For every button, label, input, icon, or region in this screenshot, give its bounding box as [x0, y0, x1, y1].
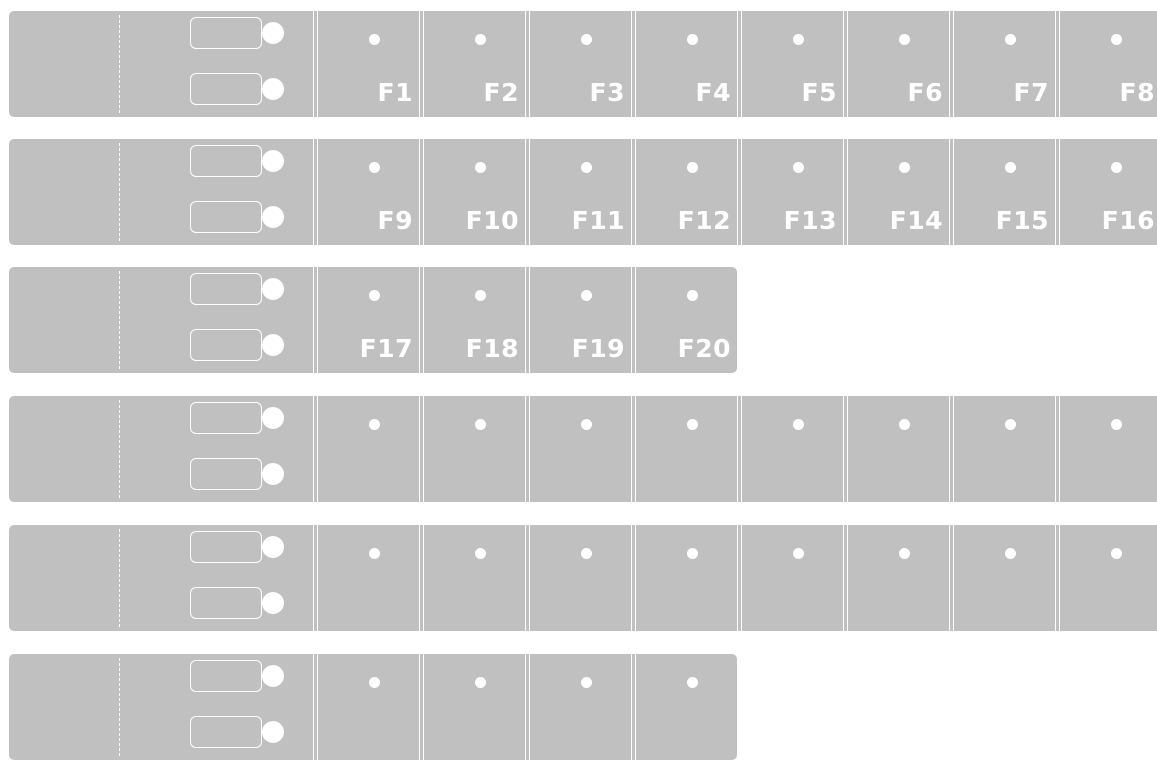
function-key[interactable]: [525, 525, 631, 631]
indicator-led-top: [262, 22, 284, 44]
function-key[interactable]: [949, 139, 1055, 245]
key-status-dot: [581, 162, 592, 173]
key-separator: [843, 11, 848, 117]
function-key[interactable]: [631, 654, 737, 760]
cut-line-divider: [119, 400, 120, 498]
key-separator: [419, 267, 424, 373]
function-key[interactable]: [1055, 396, 1157, 502]
key-separator: [525, 11, 530, 117]
function-key-label: F20: [677, 334, 731, 363]
function-key-label: F13: [783, 206, 837, 235]
key-status-dot: [793, 34, 804, 45]
key-separator: [313, 525, 318, 631]
function-key[interactable]: [525, 267, 631, 373]
function-key[interactable]: [949, 525, 1055, 631]
function-key-label: F2: [483, 78, 519, 107]
function-key[interactable]: [419, 654, 525, 760]
function-key[interactable]: [525, 396, 631, 502]
label-slot-top: [190, 273, 262, 305]
function-key-label: F16: [1101, 206, 1155, 235]
key-status-dot: [1005, 162, 1016, 173]
label-slot-top: [190, 531, 262, 563]
function-key[interactable]: [631, 396, 737, 502]
function-key[interactable]: [525, 654, 631, 760]
function-key[interactable]: [1055, 11, 1157, 117]
key-status-dot: [369, 34, 380, 45]
function-key-label: F18: [465, 334, 519, 363]
key-separator: [1055, 396, 1060, 502]
function-key[interactable]: [737, 525, 843, 631]
label-slot-top: [190, 402, 262, 434]
key-separator: [313, 267, 318, 373]
key-separator: [1055, 11, 1060, 117]
function-key[interactable]: [631, 525, 737, 631]
key-separator: [313, 139, 318, 245]
key-status-dot: [687, 290, 698, 301]
function-key-label: F11: [571, 206, 625, 235]
key-status-dot: [369, 677, 380, 688]
key-separator: [525, 654, 530, 760]
function-key-label: F7: [1013, 78, 1049, 107]
function-key[interactable]: [631, 139, 737, 245]
function-key[interactable]: [843, 11, 949, 117]
function-key-label: F14: [889, 206, 943, 235]
key-status-dot: [687, 162, 698, 173]
key-status-dot: [369, 162, 380, 173]
key-separator: [949, 11, 954, 117]
fkey-strip-row: [9, 654, 737, 760]
cut-line-divider: [119, 529, 120, 627]
key-separator: [631, 525, 636, 631]
fkey-strip-row: [9, 396, 1157, 502]
key-status-dot: [899, 162, 910, 173]
key-separator: [631, 11, 636, 117]
function-key[interactable]: [313, 11, 419, 117]
key-separator: [525, 396, 530, 502]
key-separator: [737, 396, 742, 502]
key-separator: [313, 11, 318, 117]
key-separator: [737, 139, 742, 245]
function-key[interactable]: [525, 11, 631, 117]
function-key[interactable]: [419, 525, 525, 631]
fkey-strip-row: [9, 525, 1157, 631]
key-status-dot: [899, 548, 910, 559]
key-status-dot: [793, 419, 804, 430]
indicator-led-bottom: [262, 721, 284, 743]
key-status-dot: [1111, 34, 1122, 45]
function-key-label: F19: [571, 334, 625, 363]
key-separator: [419, 525, 424, 631]
function-key[interactable]: [525, 139, 631, 245]
key-separator: [949, 525, 954, 631]
indicator-led-top: [262, 150, 284, 172]
function-key[interactable]: [419, 11, 525, 117]
key-separator: [419, 139, 424, 245]
key-separator: [419, 396, 424, 502]
function-key[interactable]: [419, 267, 525, 373]
key-status-dot: [793, 548, 804, 559]
key-separator: [419, 654, 424, 760]
key-status-dot: [475, 34, 486, 45]
function-key[interactable]: [1055, 525, 1157, 631]
cut-line-divider: [119, 15, 120, 113]
label-slot-bottom: [190, 716, 262, 748]
key-status-dot: [581, 548, 592, 559]
function-key-label: F5: [801, 78, 837, 107]
function-key[interactable]: [949, 396, 1055, 502]
key-status-dot: [581, 34, 592, 45]
fkey-strip-row: [9, 267, 737, 373]
label-slot-bottom: [190, 73, 262, 105]
key-separator: [631, 654, 636, 760]
key-status-dot: [687, 548, 698, 559]
fkey-strip-row: [9, 139, 1157, 245]
indicator-led-bottom: [262, 78, 284, 100]
cut-line-divider: [119, 271, 120, 369]
function-key-label: F12: [677, 206, 731, 235]
cut-line-divider: [119, 143, 120, 241]
key-status-dot: [581, 290, 592, 301]
function-key-label: F10: [465, 206, 519, 235]
key-separator: [631, 396, 636, 502]
indicator-led-bottom: [262, 592, 284, 614]
fkey-strip-row: [9, 11, 1157, 117]
indicator-led-top: [262, 665, 284, 687]
label-slot-bottom: [190, 329, 262, 361]
function-key-label: F9: [377, 206, 413, 235]
key-status-dot: [1111, 162, 1122, 173]
function-key[interactable]: [313, 267, 419, 373]
key-status-dot: [1005, 34, 1016, 45]
function-key-label: F3: [589, 78, 625, 107]
key-status-dot: [793, 162, 804, 173]
function-key[interactable]: [631, 267, 737, 373]
key-separator: [631, 139, 636, 245]
label-slot-bottom: [190, 201, 262, 233]
function-key[interactable]: [843, 396, 949, 502]
key-status-dot: [369, 548, 380, 559]
function-key[interactable]: [949, 11, 1055, 117]
key-status-dot: [369, 290, 380, 301]
function-key[interactable]: [631, 11, 737, 117]
key-separator: [737, 525, 742, 631]
key-status-dot: [687, 677, 698, 688]
key-status-dot: [1005, 419, 1016, 430]
key-separator: [419, 11, 424, 117]
key-status-dot: [581, 419, 592, 430]
function-key[interactable]: [313, 654, 419, 760]
key-separator: [525, 525, 530, 631]
function-key[interactable]: [313, 396, 419, 502]
key-status-dot: [1005, 548, 1016, 559]
key-separator: [631, 267, 636, 373]
indicator-led-bottom: [262, 206, 284, 228]
function-key-label: F8: [1119, 78, 1155, 107]
key-status-dot: [687, 34, 698, 45]
function-key[interactable]: [313, 525, 419, 631]
key-status-dot: [475, 677, 486, 688]
label-slot-top: [190, 660, 262, 692]
function-key[interactable]: [1055, 139, 1157, 245]
key-status-dot: [687, 419, 698, 430]
indicator-led-bottom: [262, 334, 284, 356]
function-key-label: F15: [995, 206, 1049, 235]
indicator-led-top: [262, 536, 284, 558]
key-separator: [313, 396, 318, 502]
function-key-label: F1: [377, 78, 413, 107]
key-separator: [525, 267, 530, 373]
indicator-led-top: [262, 278, 284, 300]
indicator-led-bottom: [262, 463, 284, 485]
key-separator: [843, 139, 848, 245]
indicator-led-top: [262, 407, 284, 429]
function-key-label: F17: [359, 334, 413, 363]
key-separator: [737, 11, 742, 117]
function-key[interactable]: [737, 139, 843, 245]
function-key[interactable]: [419, 139, 525, 245]
label-slot-top: [190, 145, 262, 177]
key-status-dot: [1111, 548, 1122, 559]
key-status-dot: [369, 419, 380, 430]
key-separator: [843, 525, 848, 631]
function-key[interactable]: [737, 11, 843, 117]
key-separator: [949, 139, 954, 245]
function-key[interactable]: [843, 139, 949, 245]
key-separator: [525, 139, 530, 245]
label-slot-bottom: [190, 458, 262, 490]
key-status-dot: [899, 34, 910, 45]
key-status-dot: [899, 419, 910, 430]
function-key[interactable]: [313, 139, 419, 245]
cut-line-divider: [119, 658, 120, 756]
function-key[interactable]: [737, 396, 843, 502]
key-separator: [843, 396, 848, 502]
key-status-dot: [475, 162, 486, 173]
key-status-dot: [475, 548, 486, 559]
key-separator: [1055, 525, 1060, 631]
key-separator: [1055, 139, 1060, 245]
function-key-label: F4: [695, 78, 731, 107]
function-key[interactable]: [843, 525, 949, 631]
key-status-dot: [1111, 419, 1122, 430]
label-slot-bottom: [190, 587, 262, 619]
key-status-dot: [475, 419, 486, 430]
key-status-dot: [581, 677, 592, 688]
key-separator: [313, 654, 318, 760]
key-status-dot: [475, 290, 486, 301]
key-separator: [949, 396, 954, 502]
function-key-label: F6: [907, 78, 943, 107]
label-slot-top: [190, 17, 262, 49]
function-key[interactable]: [419, 396, 525, 502]
